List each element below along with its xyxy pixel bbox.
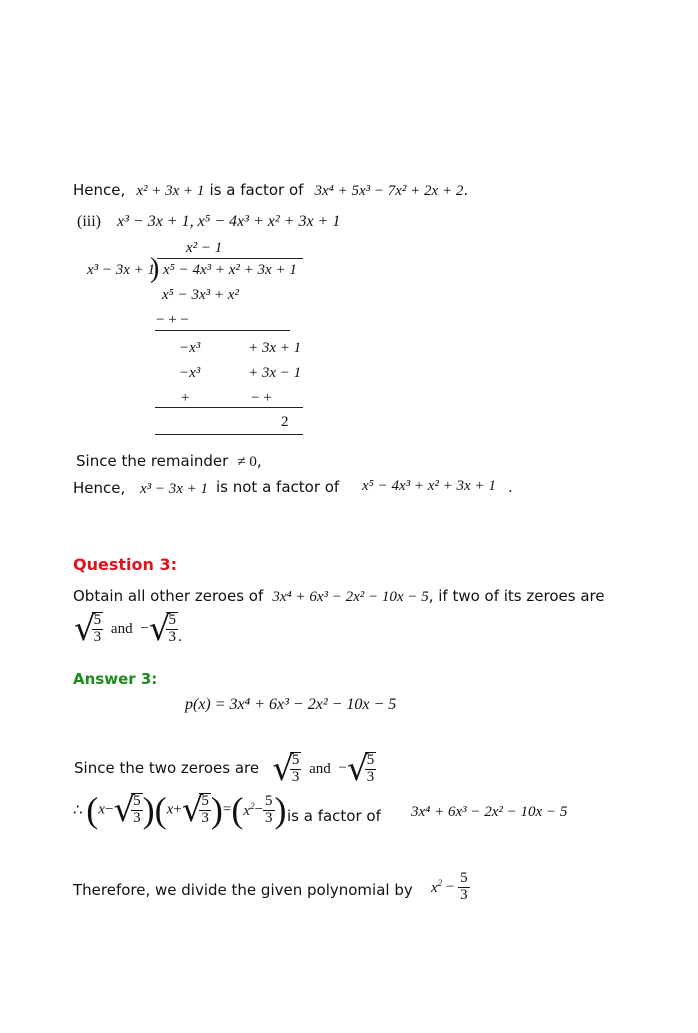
hence-line-1	[73, 180, 468, 200]
division-line-3	[155, 434, 303, 435]
division-step-2b: + 3x − 1	[248, 365, 302, 381]
division-signs-2a: +	[181, 390, 190, 406]
therefore-factor-line: ∴ (x−√ $\frac{5}{3}$ )(x+√ $\frac{5}{3}$ )$=(x^2-$ $\frac{5}{3}$ )	[73, 790, 287, 830]
since-remainder-line	[76, 451, 262, 471]
question-heading: Question 3:	[73, 555, 177, 574]
answer-heading: Answer 3:	[73, 670, 158, 688]
not-equal-zero: ≠ 0	[237, 454, 257, 470]
question-text-a: Obtain all other zeroes of	[73, 587, 264, 605]
is-a-factor-text: is a factor of	[209, 181, 304, 199]
factor-target-polynomial: 3x⁴ + 6x³ − 2x² − 10x − 5	[411, 804, 568, 820]
division-remainder-1a: −x³	[179, 340, 201, 356]
division-signs-2b: − +	[251, 390, 272, 406]
part-polynomials: x³ − 3x + 1, x⁵ − 4x³ + x² + 3x + 1	[117, 213, 341, 230]
hence-prefix: Hence,	[73, 479, 126, 497]
division-quotient: x² − 1	[186, 240, 223, 256]
divisor-expression: x³ − 3x + 1	[140, 481, 209, 497]
sqrt-five-thirds: √ $\frac{5}{3}$	[181, 790, 209, 830]
five-thirds-fraction: $\frac{5}{3}$	[265, 792, 273, 826]
hence-prefix: Hence,	[73, 181, 126, 199]
division-signs-1: − + −	[156, 312, 189, 328]
division-bracket: )	[150, 253, 160, 284]
polynomial-expression: 3x⁴ + 5x³ − 7x² + 2x + 2	[314, 183, 464, 199]
division-line-2	[155, 407, 303, 408]
divide-by-expression: $x^2$ − $\frac{5}{3}$	[431, 870, 468, 903]
is-a-factor-text: is a factor of	[287, 807, 381, 825]
division-final-remainder: 2	[281, 414, 289, 430]
period: .	[508, 478, 513, 496]
and-text: and	[309, 760, 331, 777]
period: .	[177, 629, 182, 645]
question-zeroes: √ $\frac{5}{3}$ and −√ $\frac{5}{3}$ .	[74, 609, 182, 649]
sqrt-five-thirds: √ $\frac{5}{3}$	[113, 790, 141, 830]
division-bar	[157, 258, 303, 259]
since-remainder-text: Since the remainder	[76, 452, 229, 470]
dividend-expression: x⁵ − 4x³ + x² + 3x + 1	[362, 478, 496, 494]
question-text-b: , if two of its zeroes are	[428, 587, 605, 605]
division-dividend: x⁵ − 4x³ + x² + 3x + 1	[163, 262, 297, 278]
therefore-symbol: ∴	[73, 802, 83, 819]
five-thirds-fraction: $\frac{5}{3}$	[460, 870, 468, 903]
sqrt-five-thirds-negative: √ $\frac{5}{3}$	[148, 609, 176, 649]
and-text: and	[110, 620, 133, 637]
division-remainder-1b: + 3x + 1	[248, 340, 302, 356]
comma: ,	[256, 452, 262, 470]
hence-line-2	[73, 478, 125, 497]
part-label: (iii)	[77, 213, 101, 230]
sqrt-five-thirds-negative: √ $\frac{5}{3}$	[347, 749, 375, 789]
division-divisor: x³ − 3x + 1	[87, 262, 156, 278]
question-text-line	[73, 586, 605, 606]
division-step-1: x⁵ − 3x³ + x²	[162, 287, 239, 303]
since-two-zeroes-line: Since the two zeroes are √ $\frac{5}{3}$ and −√ $\frac{5}{3}$	[74, 749, 375, 789]
sqrt-five-thirds: √ $\frac{5}{3}$	[272, 749, 300, 789]
therefore-divide-text: Therefore, we divide the given polynomial by	[73, 881, 413, 899]
since-two-zeroes-text: Since the two zeroes are	[74, 758, 260, 777]
question-polynomial: 3x⁴ + 6x³ − 2x² − 10x − 5	[272, 589, 429, 605]
period: .	[463, 181, 469, 199]
factor-expression: x² + 3x + 1	[136, 183, 205, 199]
division-step-2a: −x³	[179, 365, 201, 381]
is-not-a-factor-text: is not a factor of	[216, 478, 340, 496]
part-iii-line	[77, 213, 340, 231]
sqrt-five-thirds: √ $\frac{5}{3}$	[74, 609, 102, 649]
answer-equation: p(x) = 3x⁴ + 6x³ − 2x² − 10x − 5	[185, 696, 397, 713]
division-line-1	[155, 330, 290, 331]
